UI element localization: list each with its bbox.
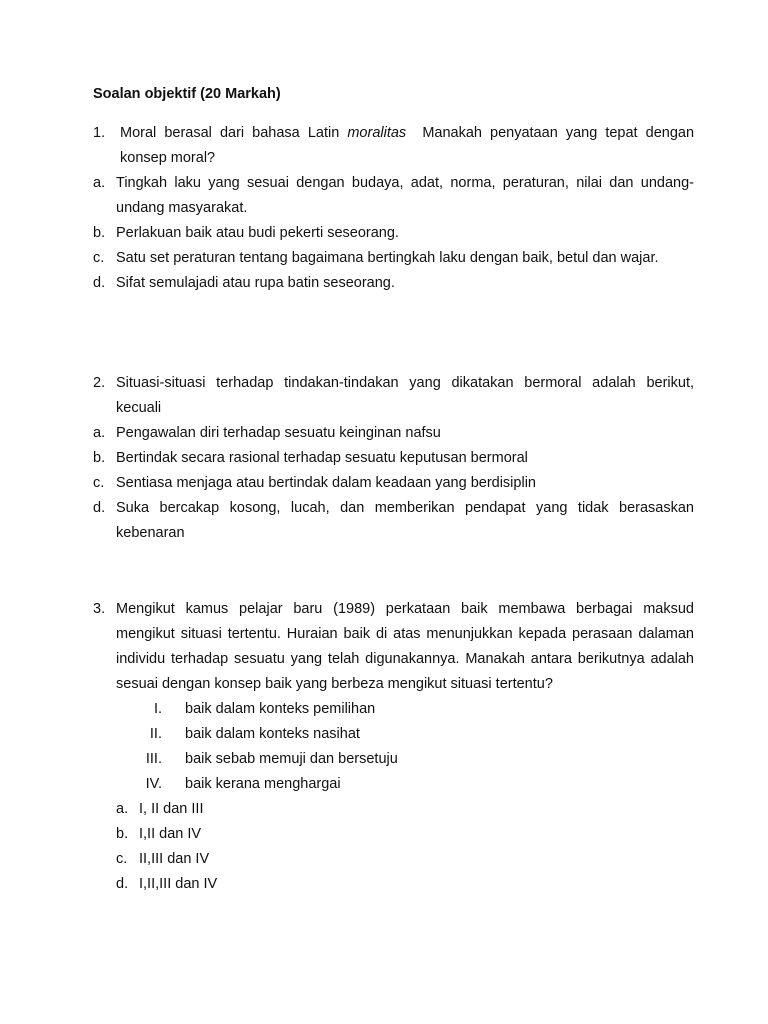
- question-3-stem-text: Mengikut kamus pelajar baru (1989) perkataan baik membawa berbagai maksud mengikut situasi tertentu. Huraian baik di atas menunjukkan kepada perasaan dalaman individu terhadap sesuatu yang telah digunakannya. Manakah antara berikutnya adalah sesuai dengan konsep baik yang berbeza mengikut situasi tertentu?: [116, 601, 694, 692]
- option-text: Sentiasa menjaga atau bertindak dalam keadaan yang berdisiplin: [116, 475, 536, 491]
- answer-option-list: [93, 797, 694, 897]
- option-letter: a.: [93, 175, 106, 191]
- option-text: Suka bercakap kosong, lucah, dan memberikan pendapat yang tidak berasaskan kebenaran: [116, 500, 694, 541]
- option-text: I, II dan III: [139, 801, 204, 817]
- answer-option-d: [93, 271, 694, 296]
- option-letter: b.: [93, 450, 106, 466]
- statement-item: [116, 772, 694, 797]
- question-number: 3.: [93, 601, 106, 617]
- option-text: Satu set peraturan tentang bagaimana bertingkah laku dengan baik, betul dan wajar.: [116, 250, 659, 266]
- answer-option-a: [116, 797, 694, 822]
- option-text: I,II dan IV: [139, 826, 202, 842]
- option-text: Sifat semulajadi atau rupa batin seseorang.: [116, 275, 395, 291]
- question-3: [93, 597, 694, 897]
- question-2: [93, 371, 694, 546]
- question-number: 2.: [93, 375, 106, 391]
- answer-option-b: [93, 446, 694, 471]
- option-text: Perlakuan baik atau budi pekerti seseorang.: [116, 225, 399, 241]
- page-heading: Soalan objektif (20 Markah): [93, 86, 281, 102]
- statement-item: [116, 722, 694, 747]
- option-text: Tingkah laku yang sesuai dengan budaya, adat, norma, peraturan, nilai dan undang-undang masyarakat.: [116, 175, 694, 216]
- statement-item: [116, 747, 694, 772]
- option-letter: d.: [93, 275, 106, 291]
- option-letter: c.: [116, 851, 128, 867]
- option-letter: a.: [116, 801, 129, 817]
- answer-option-c: [93, 471, 694, 496]
- answer-option-b: [116, 822, 694, 847]
- question-1-stem: [93, 121, 694, 171]
- option-text: I,II,III dan IV: [139, 876, 218, 892]
- option-text: Bertindak secara rasional terhadap sesuatu keputusan bermoral: [116, 450, 528, 466]
- question-2-stem-text: Situasi-situasi terhadap tindakan-tindakan yang dikatakan bermoral adalah berikut, kecuali: [116, 375, 694, 416]
- statement-item: [116, 697, 694, 722]
- question-2-stem: [93, 371, 694, 421]
- option-letter: d.: [93, 500, 106, 516]
- italic-term: moralitas: [347, 125, 407, 141]
- option-text: II,III dan IV: [139, 851, 210, 867]
- statement-text: baik dalam konteks nasihat: [185, 726, 360, 742]
- answer-option-a: [93, 171, 694, 221]
- option-letter: d.: [116, 876, 129, 892]
- question-number: 1.: [93, 125, 106, 141]
- answer-option-c: [93, 246, 694, 271]
- option-letter: c.: [93, 475, 105, 491]
- option-letter: b.: [93, 225, 106, 241]
- question-1: [93, 121, 694, 296]
- option-letter: b.: [116, 826, 129, 842]
- question-3-stem: [93, 597, 694, 697]
- answer-option-d: [116, 872, 694, 897]
- answer-option-a: [93, 421, 694, 446]
- answer-option-b: [93, 221, 694, 246]
- option-letter: a.: [93, 425, 106, 441]
- option-text: Pengawalan diri terhadap sesuatu keinginan nafsu: [116, 425, 441, 441]
- answer-option-c: [116, 847, 694, 872]
- statement-text: baik dalam konteks pemilihan: [185, 701, 376, 717]
- statement-numeral: III.: [145, 751, 162, 767]
- statement-numeral: II.: [149, 726, 162, 742]
- question-1-stem-text-2: Manakah penyataan yang tepat dengan konsep moral?: [120, 125, 695, 166]
- option-letter: c.: [93, 250, 105, 266]
- question-1-stem-text: Moral berasal dari bahasa Latin: [120, 125, 340, 141]
- statement-list: [93, 697, 694, 797]
- statement-text: baik kerana menghargai: [185, 776, 341, 792]
- statement-numeral: I.: [153, 701, 162, 717]
- answer-option-d: [93, 496, 694, 546]
- statement-numeral: IV.: [145, 776, 162, 792]
- statement-text: baik sebab memuji dan bersetuju: [185, 751, 398, 767]
